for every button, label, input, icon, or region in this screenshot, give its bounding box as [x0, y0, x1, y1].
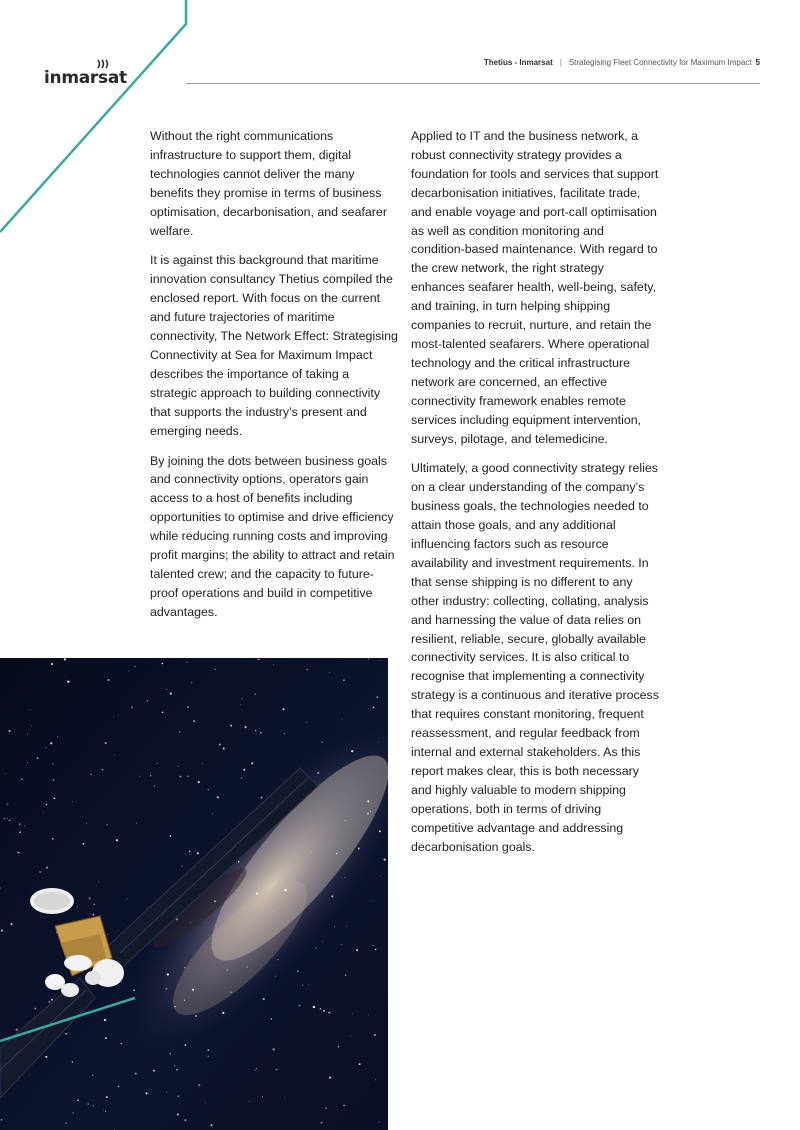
star [98, 881, 99, 882]
star [96, 886, 97, 887]
star [57, 736, 58, 737]
star [9, 820, 11, 822]
star [238, 861, 239, 862]
star [65, 1033, 67, 1035]
star [93, 903, 95, 905]
star [249, 1101, 250, 1102]
star [170, 1053, 171, 1054]
star [259, 659, 260, 660]
star [260, 732, 262, 734]
star [343, 679, 345, 681]
star [181, 865, 182, 866]
star [153, 1070, 155, 1072]
header-rule [186, 83, 760, 84]
star [107, 934, 108, 935]
star [46, 867, 48, 869]
star [322, 941, 323, 942]
star [208, 1056, 209, 1057]
star [247, 967, 248, 968]
star [178, 1095, 180, 1097]
star [343, 1105, 344, 1106]
star [329, 1077, 331, 1079]
star [16, 1029, 18, 1031]
star [254, 693, 256, 695]
star [215, 925, 216, 926]
star [205, 1103, 206, 1104]
star [51, 663, 53, 665]
star [380, 876, 381, 877]
star [372, 900, 373, 901]
star [379, 1122, 380, 1123]
star [39, 871, 41, 873]
star [92, 914, 94, 916]
star [67, 680, 69, 682]
star [95, 1014, 96, 1015]
star [106, 1096, 108, 1098]
star [379, 830, 381, 832]
star [255, 730, 257, 732]
star [368, 658, 369, 659]
star [7, 803, 9, 805]
star [89, 897, 91, 899]
star [273, 911, 274, 912]
star [135, 1073, 137, 1075]
star [260, 797, 262, 799]
star [341, 944, 342, 945]
star [334, 926, 335, 927]
star [102, 769, 104, 771]
star [162, 663, 164, 665]
star [107, 824, 108, 825]
star [156, 763, 157, 764]
star [230, 725, 232, 727]
star [54, 797, 56, 799]
star [211, 1124, 213, 1126]
star [241, 777, 242, 778]
star [227, 969, 228, 970]
star [212, 813, 213, 814]
star [136, 823, 137, 824]
star [73, 1112, 74, 1113]
star [320, 1008, 322, 1010]
star [65, 675, 66, 676]
star [4, 818, 6, 820]
star [297, 970, 299, 972]
star [193, 720, 195, 722]
star [306, 722, 307, 723]
star [299, 1005, 301, 1007]
star [351, 750, 353, 752]
star [311, 852, 312, 853]
star [336, 853, 337, 854]
star [1, 930, 3, 932]
star [21, 778, 23, 780]
star [24, 825, 25, 826]
logo-wordmark: inmarsat [44, 68, 127, 88]
star [93, 1105, 94, 1106]
star [191, 682, 192, 683]
star [359, 1063, 361, 1065]
star [352, 1013, 353, 1014]
header-separator: | [559, 58, 562, 67]
star [256, 892, 258, 894]
star [358, 847, 360, 849]
star [29, 709, 30, 710]
star [5, 773, 6, 774]
star [217, 796, 219, 798]
paragraph: It is against this background that maritime innovation consultancy Thetius compiled the enclosed report. With focus on the current and future trajectories of maritime connectivity, The Network Effect: Strategising Connectivity at Sea for Maximum Impact describes the importance of taking a strategic approach to building connectivity that supports the industry’s present and emerging needs. [150, 253, 398, 438]
star [189, 851, 190, 852]
paragraph: By joining the dots between business goals and connectivity options, operators gain access to a host of benefits including opportunities to optimise and drive efficiency while reducing running costs and improving profit margins; the ability to attract and retain talented crew; and the capacity to future-proof operations and build in competitive advantages. [150, 453, 395, 619]
star [257, 659, 258, 660]
star [184, 1119, 186, 1121]
star [243, 769, 245, 771]
star [176, 1069, 178, 1071]
star [187, 706, 188, 707]
star [88, 1103, 89, 1104]
star [154, 792, 155, 793]
star [328, 1012, 330, 1014]
star [255, 1070, 256, 1071]
star [113, 716, 114, 717]
star [162, 711, 164, 713]
star [244, 726, 246, 728]
star [351, 1036, 352, 1037]
star [219, 743, 221, 745]
star [45, 747, 46, 748]
star [105, 1037, 107, 1039]
star [323, 1010, 325, 1012]
star [31, 725, 32, 726]
star [30, 1074, 31, 1075]
star [72, 1061, 74, 1063]
star [185, 1044, 187, 1046]
star [72, 801, 73, 802]
star [48, 1001, 50, 1003]
star [178, 766, 179, 767]
star [283, 708, 285, 710]
star [375, 1079, 376, 1080]
star [222, 1012, 224, 1014]
star [51, 999, 53, 1001]
star [187, 662, 188, 663]
star [9, 730, 11, 732]
star [135, 666, 136, 667]
star [315, 947, 317, 949]
star [240, 705, 241, 706]
star [114, 755, 115, 756]
right-text-column [411, 127, 659, 867]
star [190, 922, 191, 923]
star [202, 763, 203, 764]
star [378, 741, 379, 742]
star [367, 800, 369, 802]
star [7, 818, 8, 819]
paragraph: Without the right communications infrastructure to support them, digital technologies cannot deliver the many benefits they promise in terms of business optimisation, decarbonisation, and seafarer welfare. [150, 129, 387, 238]
star [179, 731, 180, 732]
star [276, 1069, 277, 1070]
star [77, 907, 78, 908]
star [306, 669, 307, 670]
star [356, 949, 358, 951]
star [45, 1056, 47, 1058]
star [329, 672, 330, 673]
star [208, 789, 209, 790]
star [377, 792, 378, 793]
paragraph: Ultimately, a good connectivity strategy relies on a clear understanding of the company’s business goals, the technologies needed to attain those goals, and any additional influencing factors such as resource availability and investment requirements. In that sense shipping is no different to any other industry: collecting, collating, analysis and harnessing the value of data relies on resilient, reliable, secure, globally available connectivity services. It is also critical to recognise that implementing a connectivity strategy is a continuous and iterative process that requires constant monitoring, frequent reassessment, and regular feedback from internal and external stakeholders. As this report makes clear, this is both necessary and highly valuable to modern shipping operations, both in terms of driving competitive advantage and addressing decarbonisation goals. [411, 461, 659, 854]
star [321, 742, 322, 743]
star [302, 985, 303, 986]
star [215, 669, 216, 670]
star [317, 772, 319, 774]
star [256, 1068, 257, 1069]
satellite-space-image [0, 658, 388, 1130]
star [370, 811, 371, 812]
star [198, 781, 200, 783]
star [197, 852, 199, 854]
star [90, 774, 91, 775]
star [43, 813, 44, 814]
star [10, 923, 12, 925]
star [167, 973, 169, 975]
star [207, 1049, 209, 1051]
star [241, 698, 242, 699]
star [254, 661, 255, 662]
star [275, 976, 276, 977]
star [170, 692, 172, 694]
star [146, 1092, 148, 1094]
left-text-column [150, 127, 398, 633]
star [345, 975, 346, 976]
star [165, 988, 167, 990]
star [120, 1043, 121, 1044]
star [308, 985, 309, 986]
star [284, 733, 285, 734]
star [46, 804, 47, 805]
star [373, 707, 374, 708]
star [313, 1006, 315, 1008]
page-number: 5 [755, 58, 760, 67]
star [373, 945, 374, 946]
star [184, 967, 186, 969]
star [384, 858, 386, 860]
star [150, 775, 151, 776]
star [166, 689, 167, 690]
star [331, 895, 333, 897]
star [380, 660, 381, 661]
star [65, 1123, 66, 1124]
star [179, 776, 181, 778]
star [375, 949, 376, 950]
star [271, 1018, 272, 1019]
star [230, 991, 232, 993]
star [214, 900, 216, 902]
star [176, 918, 178, 920]
star [170, 835, 172, 837]
star [83, 843, 85, 845]
star [278, 959, 279, 960]
star [139, 776, 140, 777]
star [86, 823, 87, 824]
star [166, 1092, 167, 1093]
star [198, 1084, 200, 1086]
star [118, 1086, 120, 1088]
star [147, 700, 149, 702]
star [368, 1015, 369, 1016]
star [19, 823, 20, 824]
star [92, 1075, 93, 1076]
star [131, 707, 133, 709]
star [184, 1000, 185, 1001]
star [376, 696, 378, 698]
star [127, 899, 128, 900]
star [1, 1119, 3, 1121]
star [223, 747, 225, 749]
star [34, 1008, 36, 1010]
star [284, 1097, 285, 1098]
star [116, 839, 118, 841]
inmarsat-logo [44, 58, 127, 88]
star [367, 813, 369, 815]
star [341, 719, 342, 720]
star [27, 762, 28, 763]
star [104, 1019, 106, 1021]
star [27, 734, 28, 735]
star [273, 664, 274, 665]
star [321, 1122, 323, 1124]
header-report-title: Strategising Fleet Connectivity for Maximum Impact [568, 58, 752, 67]
star [262, 1096, 263, 1097]
star [105, 742, 107, 744]
star [177, 1113, 179, 1115]
star [174, 1065, 175, 1066]
paragraph: Applied to IT and the business network, a robust connectivity strategy provides a foundation for tools and services that support decarbonisation initiatives, facilitate trade, and enable voyage and port-call optimisation as well as condition monitoring and condition-based maintenance. With regard to the crew network, the right strategy enhances seafarer health, well-being, safety, and training, in turn helping shipping companies to recruit, nurture, and retain the most-talented seafarers. Where operational technology and the critical infrastructure network are concerned, an effective connectivity framework enables remote services including equipment intervention, surveys, pilotage, and telemedicine. [411, 129, 659, 446]
star [240, 725, 241, 726]
star [187, 776, 188, 777]
star [273, 1048, 275, 1050]
star [195, 1015, 197, 1017]
star [263, 998, 265, 1000]
star [185, 853, 186, 854]
star [154, 785, 156, 787]
star [338, 1046, 339, 1047]
star [175, 1006, 176, 1007]
star [18, 852, 20, 854]
star [128, 671, 129, 672]
star [52, 763, 53, 764]
star [192, 989, 194, 991]
star [374, 1034, 376, 1036]
star [64, 658, 66, 660]
star [347, 926, 348, 927]
star [345, 877, 346, 878]
star [108, 679, 110, 681]
star [344, 820, 345, 821]
star [133, 989, 135, 991]
star [325, 1108, 326, 1109]
star [103, 1109, 104, 1110]
star [52, 838, 54, 840]
star [36, 757, 38, 759]
star [251, 762, 253, 764]
star [77, 1099, 79, 1101]
running-header [484, 58, 760, 67]
star [285, 889, 287, 891]
star [50, 742, 52, 744]
star [52, 779, 54, 781]
star [19, 831, 20, 832]
header-brand: Thetius - Inmarsat [483, 58, 553, 67]
star [105, 1111, 106, 1112]
